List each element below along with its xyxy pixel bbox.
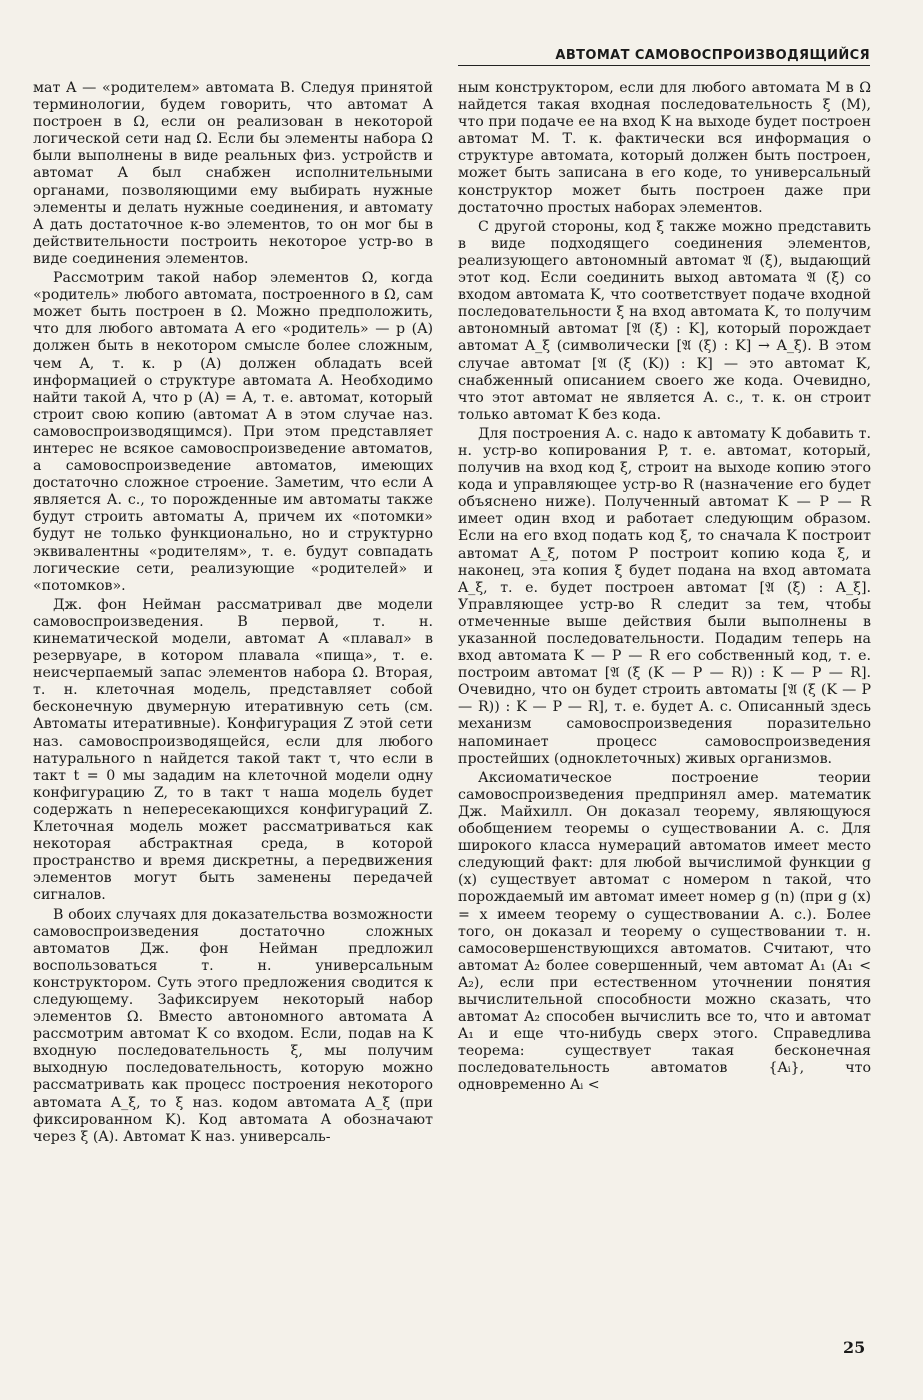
- paragraph: В обоих случаях для доказательства возможности самовоспроизведения достаточно сложных автоматов Дж. фон Нейман предложил воспользоваться т. н. универсальным конструктором. Суть этого предложения сводится к следующему. Зафиксируем некоторый набор элементов Ω. Вместо автономного автомата A рассмотрим автомат K со входом. Если, подав на K входную последовательность ξ, мы получим выходную последовательность, которую можно рассматривать как процесс построения некоторого автомата A_ξ, то ξ наз. кодом автомата A_ξ (при фиксированном K). Код автомата A обозначают через ξ (A). Автомат K наз. универсаль-: [33, 906, 433, 1145]
- paragraph: Для построения А. с. надо к автомату K добавить т. н. устр-во копирования P, т. е. автомат, который, получив на вход код ξ, строит на выходе копию этого кода и управляющее устр-во R (назначение его будет объяснено ниже). Полученный автомат K — P — R имеет один вход и работает следующим образом. Если на его вход подать код ξ, то сначала K построит автомат A_ξ, потом P построит копию кода ξ, и наконец, эта копия ξ будет подана на вход автомата A_ξ, т. е. будет построен автомат [𝔄 (ξ) : A_ξ]. Управляющее устр-во R следит за тем, чтобы отмеченные выше действия были выполнены в указанной последовательности. Подадим теперь на вход автомата K — P — R его собственный код, т. е. построим автомат [𝔄 (ξ (K — P — R)) : K — P — R]. Очевидно, что он будет строить автоматы [𝔄 (ξ (K — P — R)) : K — P — R], т. е. будет А. с. Описанный здесь механизм самовоспроизведения поразительно напоминает процесс самовоспроизведения простейших (одноклеточных) живых организмов.: [458, 425, 871, 767]
- running-header: [458, 44, 870, 66]
- header-title: АВТОМАТ САМОВОСПРОИЗВОДЯЩИЙСЯ: [555, 48, 870, 63]
- paragraph: ным конструктором, если для любого автомата M в Ω найдется такая входная последовательность ξ (M), что при подаче ее на вход K на выходе будет построен автомат M. Т. к. фактически вся информация о структуре автомата, который должен быть построен, может быть записана в его коде, то универсальный конструктор может быть построен даже при достаточно простых наборах элементов.: [458, 80, 871, 216]
- right-column: [458, 80, 871, 1095]
- page-number: 25: [843, 1338, 866, 1357]
- left-column: [33, 80, 433, 1146]
- paragraph: Дж. фон Нейман рассматривал две модели самовоспроизведения. В первой, т. н. кинематической модели, автомат A «плавал» в резервуаре, в котором плавала «пища», т. е. неисчерпаемый запас элементов набора Ω. Вторая, т. н. клеточная модель, представляет собой бесконечную двумерную итеративную сеть (см. Автоматы итеративные). Конфигурация Z этой сети наз. самовоспроизводящейся, если для любого натурального n найдется такой такт τ, что если в такт t = 0 мы зададим на клеточной модели одну конфигурацию Z, то в такт τ наша модель будет содержать n непересекающихся конфигураций Z. Клеточная модель может рассматриваться как некоторая абстрактная среда, в которой пространство и время дискретны, а передвижения элементов могут быть заменены передачей сигналов.: [33, 596, 433, 904]
- paragraph: С другой стороны, код ξ также можно представить в виде подходящего соединения элементов, реализующего автономный автомат 𝔄 (ξ), выдающий этот код. Если соединить выход автомата 𝔄 (ξ) со входом автомата K, что соответствует подаче входной последовательности ξ на вход автомата K, то получим автономный автомат [𝔄 (ξ) : K], который порождает автомат A_ξ (символически [𝔄 (ξ) : K] → A_ξ). В этом случае автомат [𝔄 (ξ (K)) : K] — это автомат K, снабженный описанием своего же кода. Очевидно, что этот автомат не является А. с., т. к. он строит только автомат K без кода.: [458, 218, 871, 423]
- paragraph: мат A — «родителем» автомата B. Следуя принятой терминологии, будем говорить, что автомат A построен в Ω, если он реализован в некоторой логической сети над Ω. Если бы элементы набора Ω были выполнены в виде реальных физ. устройств и автомат A был снабжен исполнительными органами, позволяющими ему выбирать нужные элементы и делать нужные соединения, и автомату A дать достаточное к-во элементов, то он мог бы в действительности построить некоторое устр-во в виде соединения элементов.: [33, 80, 433, 267]
- paragraph: Аксиоматическое построение теории самовоспроизведения предпринял амер. математик Дж. Майхилл. Он доказал теорему, являющуюся обобщением теоремы о существовании А. с. Для широкого класса нумераций автоматов имеет место следующий факт: для любой вычислимой функции g (x) существует автомат с номером n такой, что порождаемый им автомат имеет номер g (n) (при g (x) = x имеем теорему о существовании А. с.). Более того, он доказал и теорему о существовании т. н. самосовершенствующихся автоматов. Считают, что автомат A₂ более совершенный, чем автомат A₁ (A₁ < A₂), если при естественном уточнении понятия вычислительной способности можно сказать, что автомат A₂ способен вычислить все то, что и автомат A₁ и еще что-нибудь сверх этого. Справедлива теорема: существует такая бесконечная последовательность автоматов {Aᵢ}, что одновременно Aᵢ <: [458, 769, 871, 1094]
- paragraph: Рассмотрим такой набор элементов Ω, когда «родитель» любого автомата, построенного в Ω, сам может быть построен в Ω. Можно предположить, что для любого автомата A его «родитель» — p (A) должен быть в некотором смысле более сложным, чем A, т. к. p (A) должен обладать всей информацией о структуре автомата A. Необходимо найти такой A, что p (A) = A, т. е. автомат, который строит свою копию (автомат A в этом случае наз. самовоспроизводящимся). При этом представляет интерес не всякое самовоспроизведение автоматов, а самовоспроизведение автоматов, имеющих достаточно сложное строение. Заметим, что если A является А. с., то порожденные им автоматы также будут строить автоматы A, причем их «потомки» будут не только функционально, но и структурно эквивалентны «родителям», т. е. будут совпадать логические сети, реализующие «родителей» и «потомков».: [33, 270, 433, 594]
